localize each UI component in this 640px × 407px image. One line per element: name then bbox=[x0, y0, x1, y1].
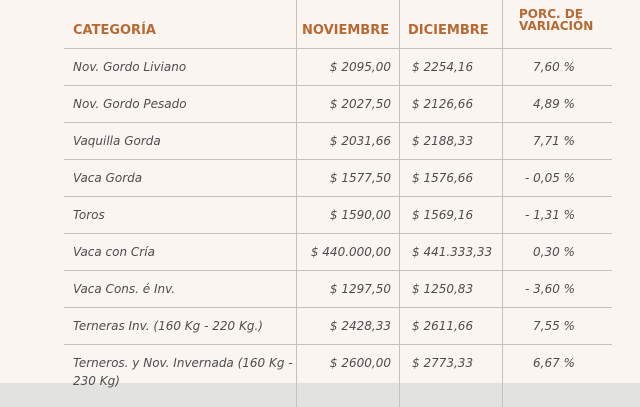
table-row bbox=[64, 49, 612, 86]
cell-diciembre: $ 1250,83 bbox=[400, 271, 503, 307]
cell-variacion: - 1,31 % bbox=[525, 208, 576, 222]
cell-noviembre: $ 1590,00 bbox=[297, 197, 400, 233]
table-row bbox=[64, 86, 612, 123]
cell-diciembre: $ 2188,33 bbox=[400, 123, 503, 159]
cell-noviembre: $ 2027,50 bbox=[297, 86, 400, 122]
cell-diciembre: $ 2611,66 bbox=[400, 308, 503, 344]
cell-categoria: Toros bbox=[64, 197, 297, 233]
cell-categoria: Nov. Gordo Liviano bbox=[64, 49, 297, 85]
header-variacion-line1: PORC. DE bbox=[519, 7, 583, 21]
cell-categoria: Vaca Cons. é Inv. bbox=[64, 271, 297, 307]
table-row bbox=[64, 197, 612, 234]
cell-noviembre: $ 2031,66 bbox=[297, 123, 400, 159]
cell-variacion: - 0,05 % bbox=[525, 171, 576, 185]
cell-variacion: 6,67 % bbox=[533, 356, 575, 370]
cell-variacion: 7,71 % bbox=[533, 134, 575, 148]
table-row bbox=[64, 308, 612, 345]
cell-noviembre: $ 1577,50 bbox=[297, 160, 400, 196]
header-categoria: CATEGORÍA bbox=[64, 0, 297, 48]
header-variacion bbox=[503, 0, 612, 48]
cell-diciembre: $ 1576,66 bbox=[400, 160, 503, 196]
cell-diciembre: $ 2126,66 bbox=[400, 86, 503, 122]
cell-variacion: 0,30 % bbox=[533, 245, 575, 259]
header-variacion-line2: VARIACIÓN bbox=[519, 19, 594, 33]
cell-noviembre: $ 440.000,00 bbox=[297, 234, 400, 270]
cell-noviembre: $ 1297,50 bbox=[297, 271, 400, 307]
cell-noviembre: $ 2600,00 bbox=[297, 345, 400, 407]
table-row bbox=[64, 345, 612, 407]
cell-categoria: Vaca Gorda bbox=[64, 160, 297, 196]
cell-variacion: 7,55 % bbox=[533, 319, 575, 333]
cell-diciembre: $ 441.333,33 bbox=[400, 234, 503, 270]
cell-diciembre: $ 2773,33 bbox=[400, 345, 503, 407]
cell-categoria: Vaquilla Gorda bbox=[64, 123, 297, 159]
cell-variacion: - 3,60 % bbox=[525, 282, 576, 296]
price-table bbox=[64, 0, 612, 407]
cell-categoria: Terneras Inv. (160 Kg - 220 Kg.) bbox=[64, 308, 297, 344]
table-row bbox=[64, 271, 612, 308]
table-row bbox=[64, 160, 612, 197]
cell-variacion: 7,60 % bbox=[533, 60, 575, 74]
cell-diciembre: $ 2254,16 bbox=[400, 49, 503, 85]
table-row bbox=[64, 123, 612, 160]
header-noviembre: NOVIEMBRE bbox=[297, 0, 400, 48]
cell-categoria: Vaca con Cría bbox=[64, 234, 297, 270]
cell-noviembre: $ 2095,00 bbox=[297, 49, 400, 85]
cell-variacion: 4,89 % bbox=[533, 97, 575, 111]
cell-noviembre: $ 2428,33 bbox=[297, 308, 400, 344]
table-header-row bbox=[64, 0, 612, 49]
cell-categoria: Nov. Gordo Pesado bbox=[64, 86, 297, 122]
table-row bbox=[64, 234, 612, 271]
cell-diciembre: $ 1569,16 bbox=[400, 197, 503, 233]
cell-categoria: Terneros. y Nov. Invernada (160 Kg - 230 Kg) bbox=[64, 345, 297, 407]
header-diciembre: DICIEMBRE bbox=[400, 0, 503, 48]
